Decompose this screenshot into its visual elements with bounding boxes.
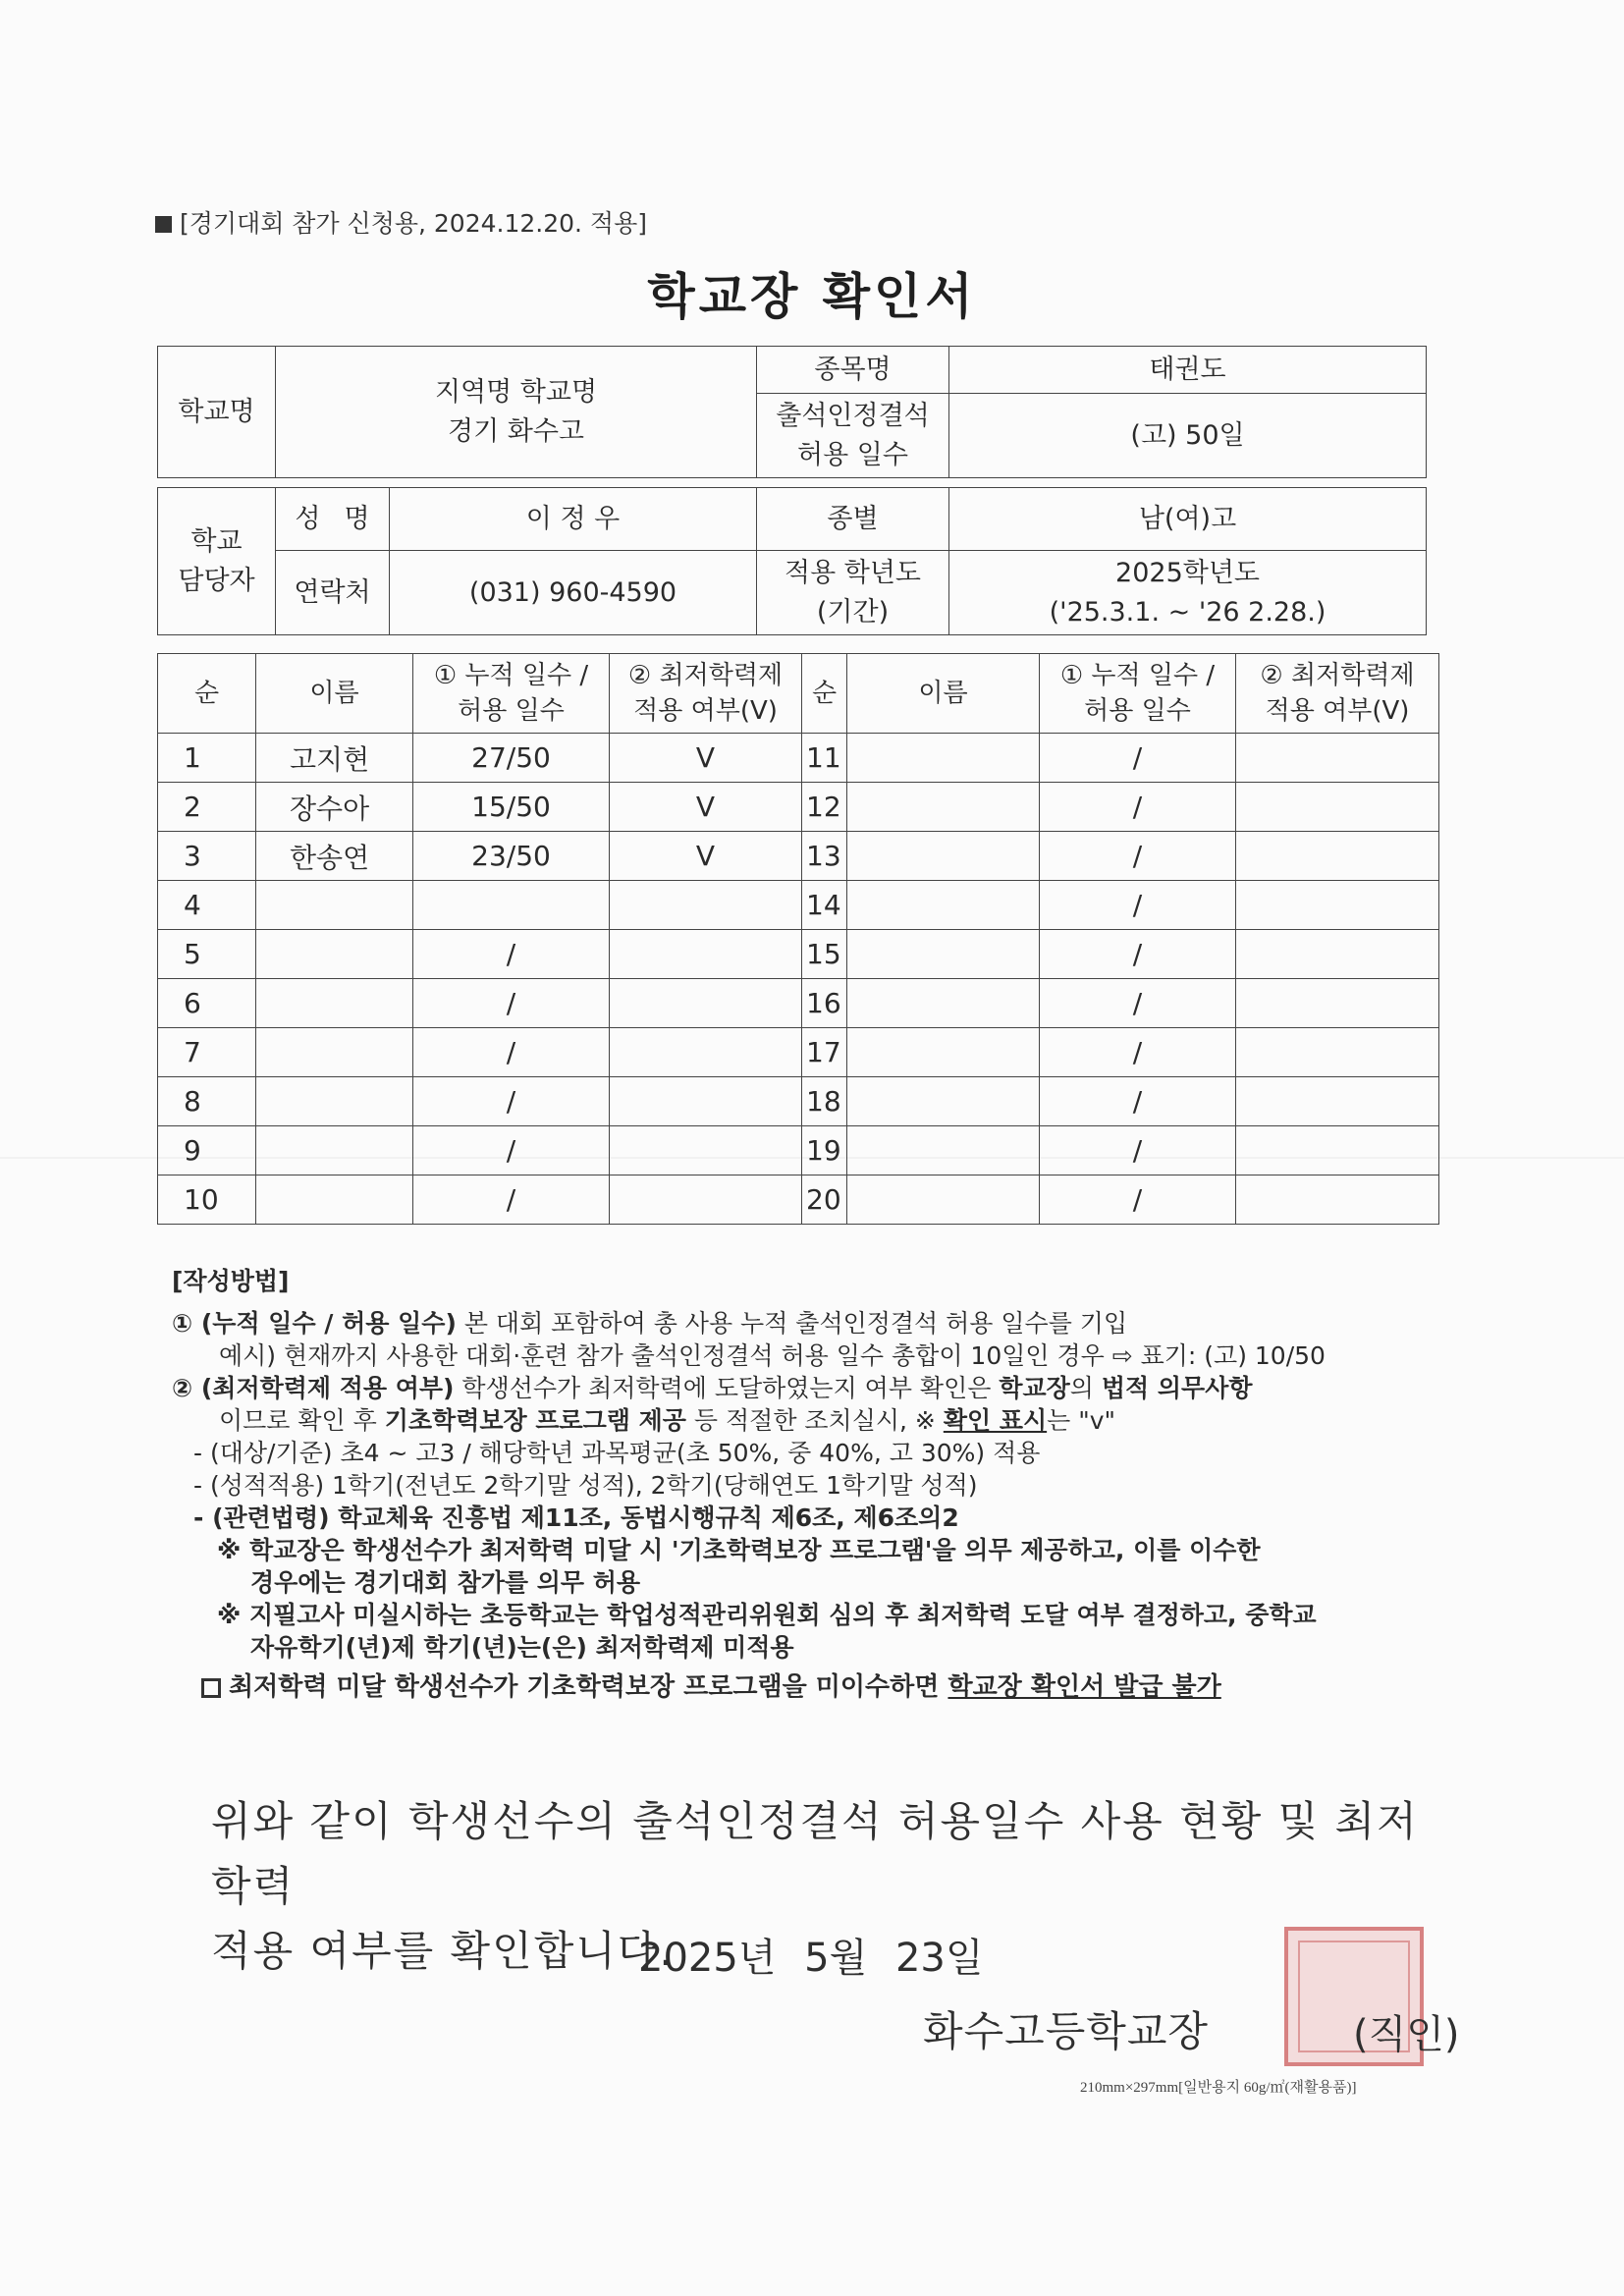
student-order-right: 19 [802, 1126, 847, 1175]
student-order: 1 [158, 734, 256, 783]
student-minimum-check-right [1236, 881, 1439, 930]
student-minimum-check-right [1236, 1126, 1439, 1175]
detail-2: - (성적적용) 1학기(전년도 2학기말 성적), 2학기(당해연도 1학기말 성적) [193, 1471, 978, 1500]
student-days-right: / [1040, 832, 1236, 881]
student-order: 10 [158, 1175, 256, 1225]
info-table [157, 346, 1427, 635]
days-header-right [1040, 654, 1236, 734]
student-row [158, 1126, 1439, 1175]
instruction-1-example: 예시) 현재까지 사용한 대회·훈련 참가 출석인정결석 허용 일수 총합이 10일인 경우 ⇨ 표기: (고) 10/50 [219, 1341, 1326, 1370]
student-days-right: / [1040, 1175, 1236, 1225]
student-days-right: / [1040, 1077, 1236, 1126]
instruction-2-label: ② (최저학력제 적용 여부) [172, 1374, 455, 1402]
student-name [256, 1077, 413, 1126]
minimum-header-right-line1: ② 최저학력제 [1260, 660, 1415, 690]
student-name [256, 930, 413, 979]
minimum-header-line1: ② 최저학력제 [627, 660, 784, 690]
instruction-2-line2-b: 등 적절한 조치실시, ※ [685, 1406, 944, 1435]
name-label-1: 성 [295, 503, 321, 534]
instruction-2-text-c: 의 [1069, 1374, 1102, 1402]
student-minimum-check-right [1236, 1077, 1439, 1126]
student-name-right [847, 783, 1040, 832]
issue-date: 2025년 5월 23일 [638, 1936, 984, 1981]
allowed-days-label [757, 394, 949, 478]
student-minimum-check [610, 1028, 802, 1077]
student-minimum-check-right [1236, 783, 1439, 832]
student-days-right: / [1040, 930, 1236, 979]
instruction-2-bold-b: 학교장 [999, 1374, 1070, 1402]
student-row [158, 881, 1439, 930]
student-row [158, 1077, 1439, 1126]
instructions [172, 1265, 1448, 1704]
student-order-right: 15 [802, 930, 847, 979]
student-order-right: 16 [802, 979, 847, 1028]
document-title: 학교장 확인서 [647, 268, 977, 325]
instruction-1 [172, 1307, 1448, 1339]
note-2-line1: ※ 지필고사 미실시하는 초등학교는 학업성적관리위원회 심의 후 최저학력 도달 여부 결정하고, 중학교 [217, 1601, 1317, 1629]
student-name: 한송연 [256, 832, 413, 881]
confirmation-line2: 적용 여부를 확인합니다. [211, 1927, 675, 1975]
instructions-title: [작성방법] [172, 1267, 290, 1295]
detail-1: - (대상/기준) 초4 ~ 고3 / 해당학년 과목평균(초 50%, 중 40%, 고 30%) 적용 [193, 1439, 1041, 1467]
student-row [158, 734, 1439, 783]
student-row [158, 1175, 1439, 1225]
student-minimum-check-right [1236, 832, 1439, 881]
instruction-2-line2-c: 는 "v" [1047, 1406, 1116, 1435]
student-name-right [847, 832, 1040, 881]
student-days: / [413, 1126, 610, 1175]
student-name-right [847, 930, 1040, 979]
student-name-right [847, 881, 1040, 930]
student-minimum-check [610, 1077, 802, 1126]
student-minimum-check [610, 1126, 802, 1175]
student-minimum-check-right [1236, 734, 1439, 783]
name-label [276, 488, 390, 551]
year-label-line2: (기간) [816, 596, 890, 628]
student-days: / [413, 1028, 610, 1077]
instruction-2-line2 [172, 1404, 1448, 1437]
student-name [256, 881, 413, 930]
student-days-right: / [1040, 783, 1236, 832]
minimum-header [610, 654, 802, 734]
student-name [256, 1028, 413, 1077]
student-name-right [847, 1126, 1040, 1175]
student-order: 8 [158, 1077, 256, 1126]
instruction-2-bold-d: 법적 의무사항 [1101, 1374, 1253, 1402]
year-label [757, 551, 949, 635]
instruction-2-text-a: 학생선수가 최저학력에 도달하였는지 여부 확인은 [454, 1374, 1000, 1402]
school-name-value-line1: 지역명 학교명 [434, 377, 598, 409]
year-value [949, 551, 1427, 635]
student-minimum-check: V [610, 832, 802, 881]
student-order-right: 20 [802, 1175, 847, 1225]
student-name-right [847, 979, 1040, 1028]
student-days: 23/50 [413, 832, 610, 881]
allowed-days-label-line1: 출석인정결석 [776, 401, 930, 432]
student-minimum-check-right [1236, 1028, 1439, 1077]
note-2-line2: 자유학기(년)제 학기(년)는(은) 최저학력제 미적용 [250, 1633, 794, 1662]
student-minimum-check-right [1236, 930, 1439, 979]
final-note-underline: 학교장 확인서 발급 불가 [947, 1672, 1221, 1702]
category-value: 남(여)고 [949, 488, 1427, 551]
student-row [158, 979, 1439, 1028]
sport-label: 종목명 [757, 347, 949, 394]
student-minimum-check [610, 930, 802, 979]
student-days-right: / [1040, 1126, 1236, 1175]
manager-name-value: 이 정 우 [390, 488, 757, 551]
student-minimum-check-right [1236, 1175, 1439, 1225]
square-bullet-icon [155, 216, 172, 233]
order-header-right: 순 [802, 654, 847, 734]
student-days-right: / [1040, 881, 1236, 930]
category-label: 종별 [757, 488, 949, 551]
seal-label: (직인) [1353, 2012, 1460, 2057]
student-order-right: 12 [802, 783, 847, 832]
school-name-value [276, 347, 757, 478]
student-days: / [413, 930, 610, 979]
note-1-line2: 경우에는 경기대회 참가를 의무 허용 [250, 1568, 641, 1597]
instruction-2 [172, 1372, 1448, 1404]
student-name: 장수아 [256, 783, 413, 832]
student-name: 고지현 [256, 734, 413, 783]
instruction-2-line2-underline: 확인 표시 [943, 1406, 1048, 1435]
year-value-line2: ('25.3.1. ~ '26 2.28.) [1049, 596, 1326, 628]
student-days-right: / [1040, 979, 1236, 1028]
student-name [256, 1175, 413, 1225]
header-note-text: [경기대회 참가 신청용, 2024.12.20. 적용] [180, 209, 647, 238]
student-days: 15/50 [413, 783, 610, 832]
student-days-right: / [1040, 734, 1236, 783]
student-rows [158, 734, 1439, 1225]
days-header-right-line2: 허용 일수 [1084, 696, 1191, 726]
minimum-header-line2: 적용 여부(V) [633, 696, 778, 726]
students-table [157, 653, 1439, 1225]
year-label-line1: 적용 학년도 [785, 558, 922, 589]
instruction-1-text: 본 대회 포함하여 총 사용 누적 출석인정결석 허용 일수를 기입 [456, 1309, 1128, 1338]
student-name-right [847, 1077, 1040, 1126]
checkbox-icon [201, 1678, 221, 1698]
student-name [256, 979, 413, 1028]
contact-label: 연락처 [276, 551, 390, 635]
paper-spec: 210mm×297mm[일반용지 60g/㎡(재활용품)] [1080, 2080, 1357, 2096]
days-header [413, 654, 610, 734]
student-name [256, 1126, 413, 1175]
student-order: 6 [158, 979, 256, 1028]
minimum-header-right-line2: 적용 여부(V) [1265, 696, 1410, 726]
student-order-right: 11 [802, 734, 847, 783]
students-header-row [158, 654, 1439, 734]
student-order: 3 [158, 832, 256, 881]
student-minimum-check-right [1236, 979, 1439, 1028]
student-days: / [413, 979, 610, 1028]
final-note-text: 최저학력 미달 학생선수가 기초학력보장 프로그램을 미이수하면 [229, 1672, 948, 1702]
student-name-right [847, 1028, 1040, 1077]
instruction-2-line2-bold: 기초학력보장 프로그램 제공 [384, 1406, 686, 1435]
name-header-right: 이름 [847, 654, 1040, 734]
student-order: 2 [158, 783, 256, 832]
note-1-line1: ※ 학교장은 학생선수가 최저학력 미달 시 '기초학력보장 프로그램'을 의무 제공하고, 이를 이수한 [217, 1536, 1261, 1564]
student-minimum-check [610, 979, 802, 1028]
student-order: 7 [158, 1028, 256, 1077]
minimum-header-right [1236, 654, 1439, 734]
final-note [172, 1671, 1448, 1704]
sport-value: 태권도 [949, 347, 1427, 394]
instruction-1-label: ① (누적 일수 / 허용 일수) [172, 1309, 457, 1338]
contact-value: (031) 960-4590 [390, 551, 757, 635]
principal-name: 화수고등학교장 [923, 2007, 1210, 2055]
manager-label-line1: 학교 [190, 526, 243, 558]
days-header-line1: ① 누적 일수 / [433, 660, 589, 690]
student-order-right: 13 [802, 832, 847, 881]
school-name-value-line2: 경기 화수고 [448, 415, 584, 447]
detail-3: - (관련법령) 학교체육 진흥법 제11조, 동법시행규칙 제6조, 제6조의2 [193, 1503, 959, 1532]
name-header: 이름 [256, 654, 413, 734]
student-order-right: 18 [802, 1077, 847, 1126]
confirmation-line1: 위와 같이 학생선수의 출석인정결석 허용일수 사용 현황 및 최저학력 [211, 1797, 1419, 1910]
student-row [158, 783, 1439, 832]
student-days: 27/50 [413, 734, 610, 783]
instruction-2-line2-a: 이므로 확인 후 [219, 1406, 385, 1435]
days-header-line2: 허용 일수 [458, 696, 565, 726]
student-order-right: 14 [802, 881, 847, 930]
student-row [158, 930, 1439, 979]
student-days: / [413, 1077, 610, 1126]
student-order: 5 [158, 930, 256, 979]
header-note [155, 204, 647, 240]
student-minimum-check: V [610, 734, 802, 783]
days-header-right-line1: ① 누적 일수 / [1059, 660, 1216, 690]
student-row [158, 1028, 1439, 1077]
allowed-days-label-line2: 허용 일수 [797, 439, 908, 470]
order-header: 순 [158, 654, 256, 734]
allowed-days-value: (고) 50일 [949, 394, 1427, 478]
student-order: 9 [158, 1126, 256, 1175]
year-value-line1: 2025학년도 [1115, 558, 1260, 589]
student-minimum-check: V [610, 783, 802, 832]
student-days-right: / [1040, 1028, 1236, 1077]
school-name-label: 학교명 [158, 347, 276, 478]
student-row [158, 832, 1439, 881]
student-minimum-check [610, 1175, 802, 1225]
manager-label-line2: 담당자 [178, 565, 255, 596]
student-name-right [847, 1175, 1040, 1225]
student-days: / [413, 1175, 610, 1225]
student-name-right [847, 734, 1040, 783]
manager-label [158, 488, 276, 635]
student-minimum-check [610, 881, 802, 930]
student-order: 4 [158, 881, 256, 930]
name-label-2: 명 [344, 503, 370, 534]
student-days [413, 881, 610, 930]
student-order-right: 17 [802, 1028, 847, 1077]
